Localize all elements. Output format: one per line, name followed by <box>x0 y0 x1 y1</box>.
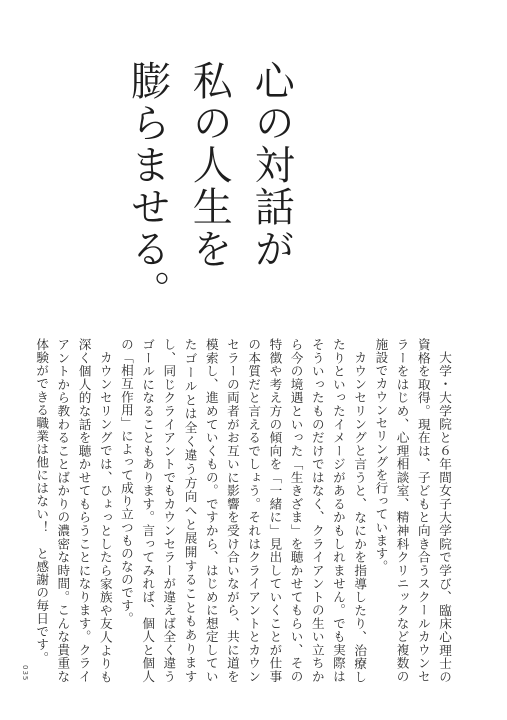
headline-line-3: 膨らませる。 <box>124 60 171 312</box>
headline <box>116 60 302 310</box>
headline-line-1: 心の対話が <box>248 60 295 270</box>
body-paragraph-3: カウンセリングでは、ひょっとしたら家族や友人よりも深く個人的な話を聴かせてもらうことになります。クライアントから教わることばかりの濃密な時間。こんな貴重な体験ができる職業は他にはない！ と感謝の毎日です。 <box>34 338 113 683</box>
body-paragraph-1: 大学・大学院と６年間女子大学院で学び、臨床心理士の資格を取得。現在は、子どもと向き合うスクールカウンセラーをはじめ、心理相談室、精神科クリニックなど複数の施設でカウンセリングを行っています。 <box>373 338 452 683</box>
page-number: 035 <box>21 665 29 682</box>
body-paragraph-2: カウンセリングと言うと、なにかを指導したり、治療したりといったイメージがあるかもしれません。でも実際はそういったものだけではなく、クライアントの生い立ちから今の境遇といった「生きざま」を聴かせてもらい、その特徴や考え方の傾向を「一緒に」見出していくことが仕事の本質だと言えるでしょう。それはクライアントとカウンセラーの両者がお互いに影響を受け合いながら、共に道を模索し、進めていくもの。ですから、はじめに想定していたゴールとは全く違う方向へと展開することもありますし、同じクライアントでもカウンセラーが違えば全く違うゴールになることもあります。言ってみれば、個人と個人の「相互作用」によって成り立つものなのです。 <box>118 338 368 683</box>
headline-line-2: 私の人生を <box>186 60 233 270</box>
body-text <box>34 338 455 683</box>
